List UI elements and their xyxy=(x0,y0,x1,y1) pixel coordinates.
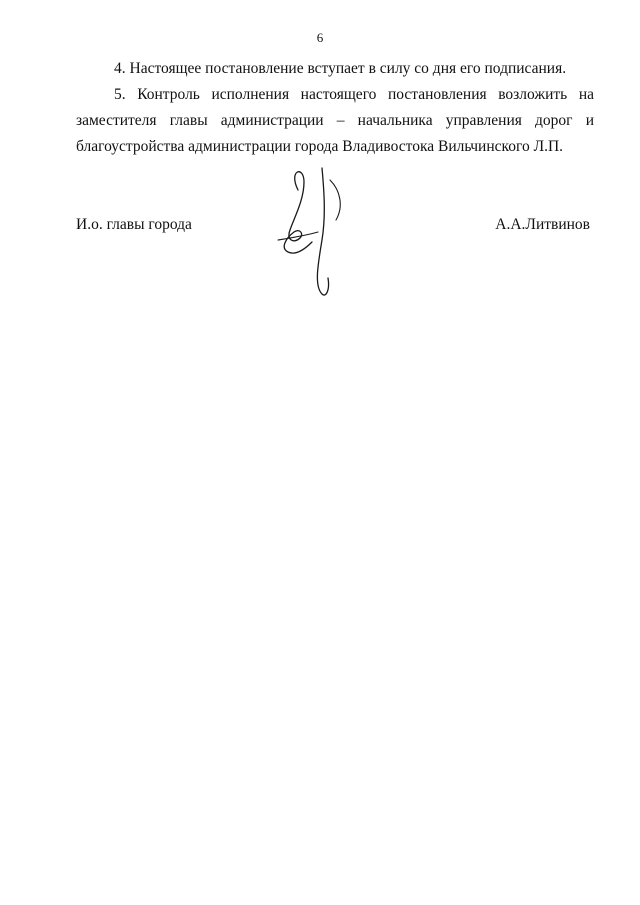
signatory-name: А.А.Литвинов xyxy=(495,216,590,233)
handwritten-signature-icon xyxy=(270,160,360,300)
signatory-title: И.о. главы города xyxy=(76,216,192,233)
page-number: 6 xyxy=(316,30,324,45)
paragraph-item-5: 5. Контроль исполнения настоящего постановления возложить на заместителя главы администрации – начальника управления дорог и благоустройства администрации города Владивостока Вильчинского Л.П. xyxy=(76,86,594,155)
paragraph-item-4: 4. Настоящее постановление вступает в силу со дня его подписания. xyxy=(114,60,567,77)
